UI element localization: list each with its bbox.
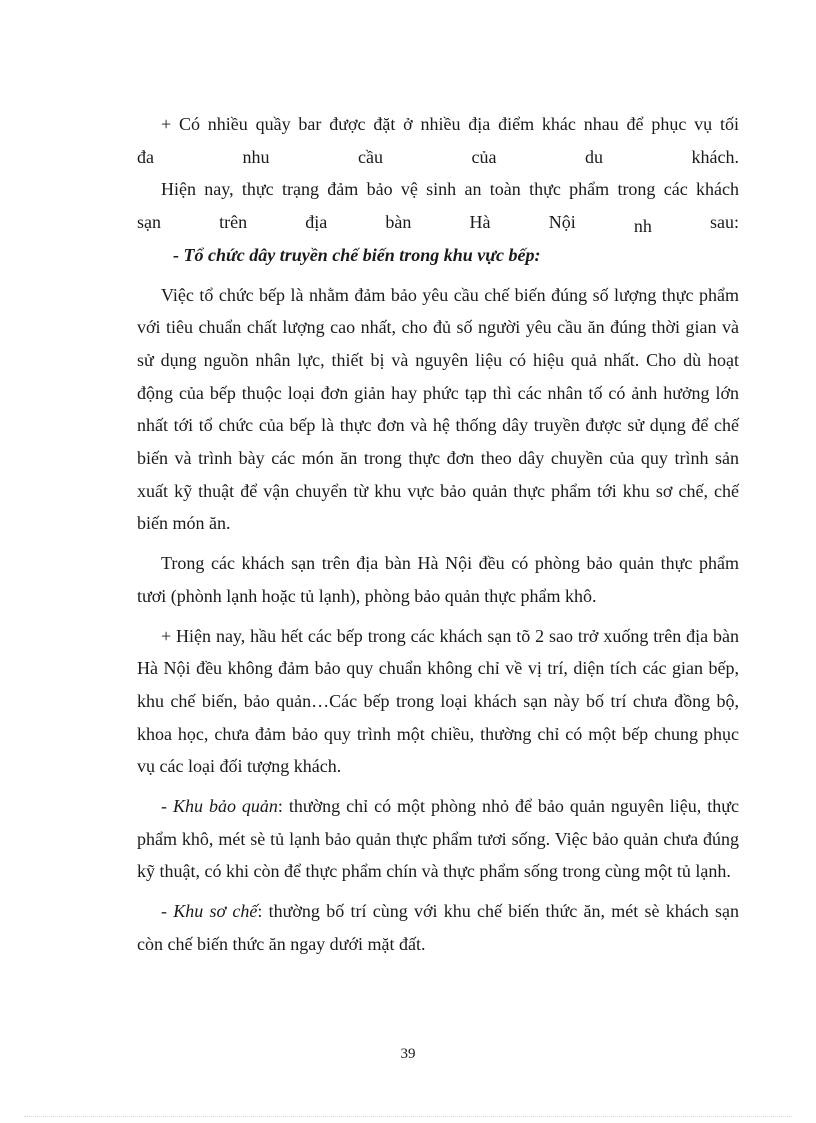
page-number: 39 — [400, 1046, 416, 1062]
preparation-area-label: Khu sơ chế — [173, 901, 258, 922]
paragraph-preparation-area — [137, 895, 739, 960]
paragraph-hotel-kitchens: + Hiện nay, hầu hết các bếp trong các khách sạn tõ 2 sao trở xuống trên địa bàn Hà Nội đều không đảm bảo quy chuẩn không chỉ về vị trí, diện tích các gian bếp, khu chế biến, bảo quản…Các bếp trong loại khách sạn này bố trí chưa đồng bộ, khoa học, chưa đảm bảo quy trình một chiều, thường chỉ có một bếp chung phục vụ các loại đối tượng khách. — [137, 625, 739, 777]
storage-area-text: : thường chỉ có một phòng nhỏ để bảo quản nguyên liệu, thực phẩm khô, mét sè tủ lạnh bảo quản thực phẩm tươi sống. Việc bảo quản chưa đúng kỹ thuật, có khi còn để thực phẩm chín và thực phẩm sống trong cùng một tủ lạnh. — [137, 796, 739, 882]
paragraph-status-line1: Hiện nay, thực trạng đảm bảo vệ sinh an toàn thực phẩm trong các khách — [161, 179, 739, 200]
paragraph-status-line2 — [137, 206, 739, 239]
status-line2-text: sạn trên địa bàn Hà Nội — [137, 212, 576, 233]
paragraph-kitchen-organization: Việc tổ chức bếp là nhằm đảm bảo yêu cầu chế biến đúng số lượng thực phẩm với tiêu chuẩn chất lượng cao nhất, cho đủ số người yêu cầu ăn đúng thời gian và sử dụng nguồn nhân lực, thiết bị và nguyên liệu có hiệu quả nhất. Cho dù hoạt động của bếp thuộc loại đơn giản hay phức tạp thì các nhân tố có ảnh hưởng lớn nhất tới tổ chức của bếp là thực đơn và hệ thống dây truyền được sử dụng để chế biến và trình bày các món ăn trong thực đơn theo dây chuyền của quy trình sản xuất kỹ thuật để vận chuyển từ khu vực bảo quản thực phẩm tới khu sơ chế, chế biến món ăn. — [137, 284, 739, 534]
status-line2-nh: nh — [633, 216, 652, 237]
paragraph-storage-rooms: Trong các khách sạn trên địa bàn Hà Nội đều có phòng bảo quản thực phẩm tươi (phònh lạnh hoặc tủ lạnh), phòng bảo quản thực phẩm khô. — [137, 553, 739, 606]
paragraph-bar-line1: + Có nhiều quầy bar được đặt ở nhiều địa điểm khác nhau để phục vụ tối — [161, 114, 739, 134]
footer-divider — [24, 1116, 792, 1117]
document-body — [137, 108, 739, 961]
preparation-area-text: : thường bố trí cùng với khu chế biến thức ăn, mét sè khách sạn còn chế biến thức ăn ngay dưới mặt đất. — [137, 901, 739, 954]
prep-dash: - — [161, 901, 174, 922]
paragraph-storage-area — [137, 790, 739, 888]
storage-area-label: Khu bảo quản — [172, 796, 278, 817]
storage-dash: - — [161, 796, 173, 817]
section-heading: - Tổ chức dây truyền chế biến trong khu vực bếp: — [173, 244, 541, 265]
status-line2-end: sau: — [710, 212, 740, 233]
paragraph-bar-line2: đa nhu cầu của du khách. — [137, 146, 739, 167]
